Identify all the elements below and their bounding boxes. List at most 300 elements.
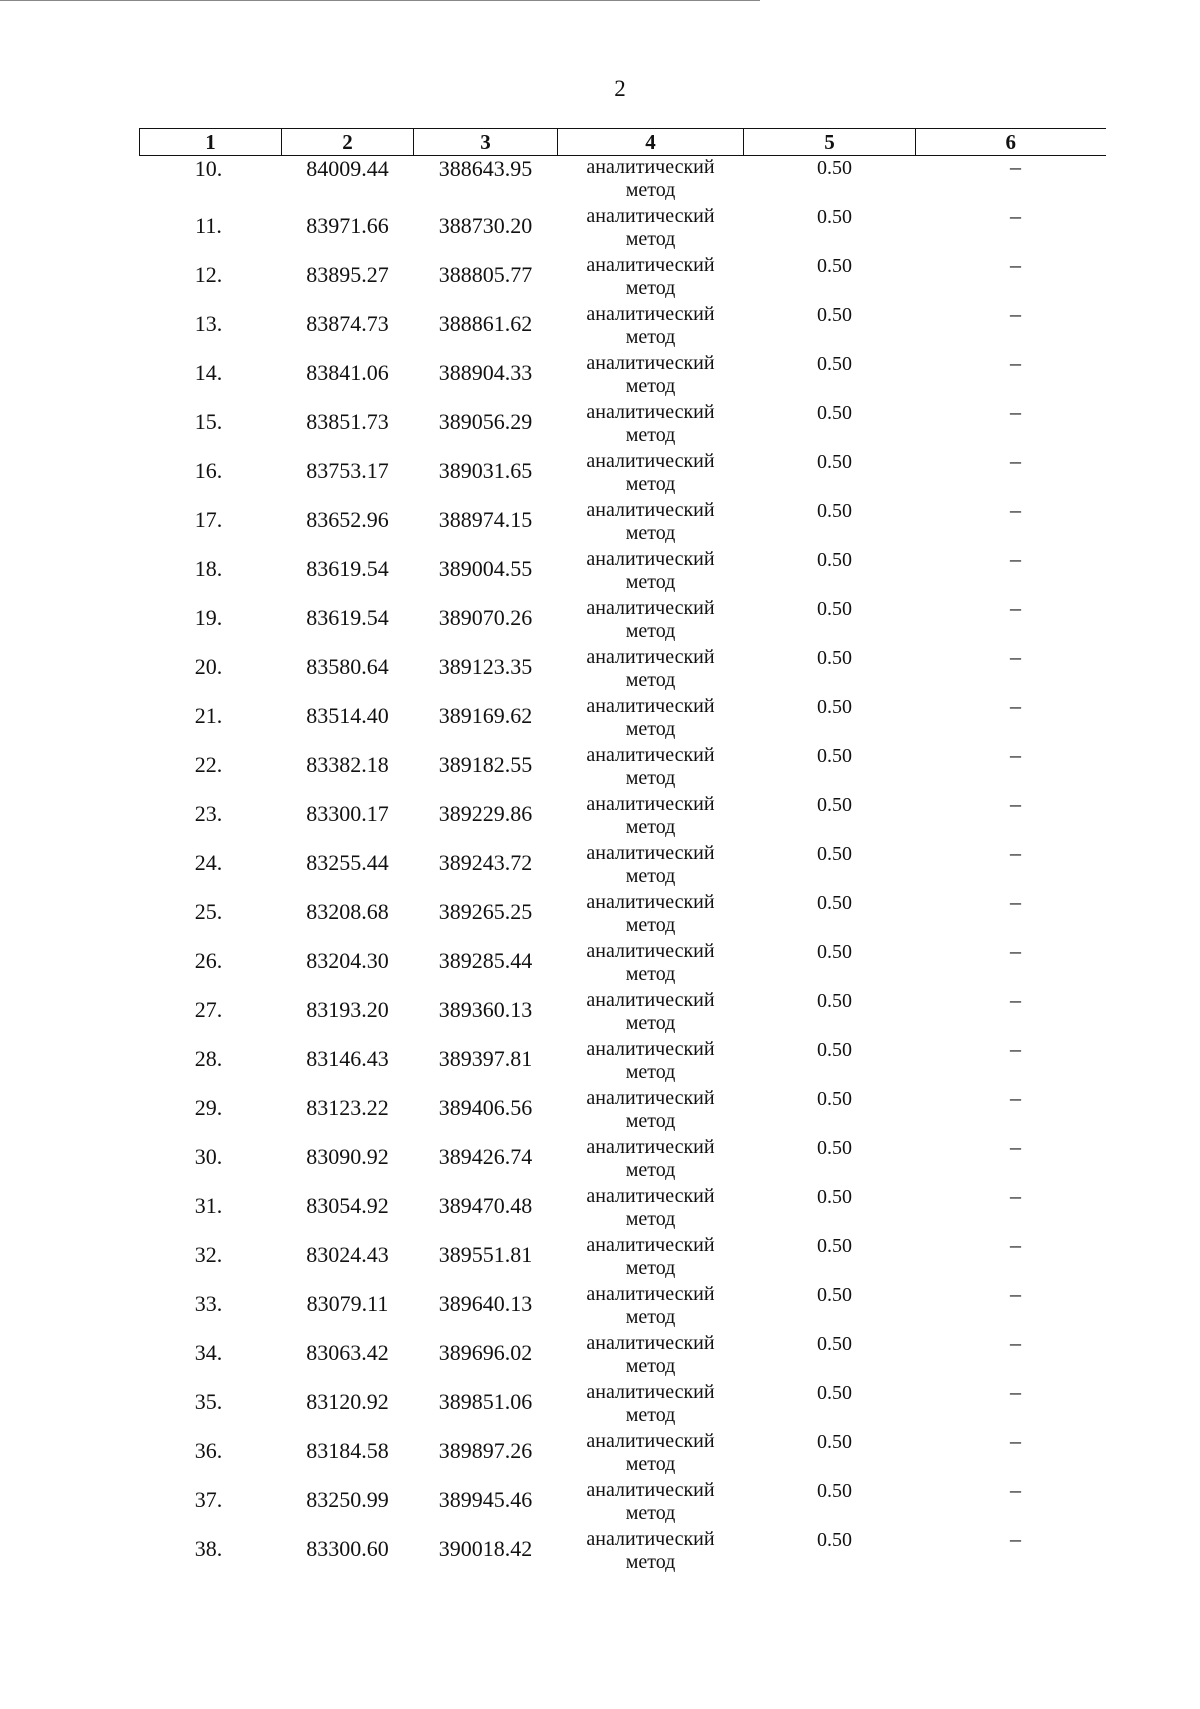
method-line-2: метод (625, 179, 676, 201)
column-header-5: 5 (744, 129, 916, 156)
cell-point-number (140, 1528, 282, 1577)
method-line-1: аналитический (586, 1430, 715, 1452)
cell-y-coordinate (414, 401, 558, 450)
x-coordinate: 84009.44 (306, 156, 389, 181)
cell-note (916, 401, 1106, 450)
cell-point-number (140, 842, 282, 891)
y-coordinate: 389243.72 (438, 850, 533, 875)
x-coordinate: 83895.27 (306, 262, 389, 287)
accuracy-value: 0.50 (817, 255, 852, 277)
method-line-2: метод (625, 963, 676, 985)
method-line-2: метод (625, 1208, 676, 1230)
point-number: 13. (194, 311, 223, 336)
cell-x-coordinate (282, 401, 414, 450)
cell-note (916, 891, 1106, 940)
note-dash: – (1010, 595, 1021, 620)
method-line-1: аналитический (586, 303, 715, 325)
cell-x-coordinate (282, 352, 414, 401)
cell-note (916, 793, 1106, 842)
note-dash: – (1010, 252, 1021, 277)
accuracy-value: 0.50 (817, 647, 852, 669)
y-coordinate: 389004.55 (438, 556, 533, 581)
point-number: 19. (194, 605, 223, 630)
y-coordinate: 389265.25 (438, 899, 533, 924)
cell-point-number (140, 156, 282, 206)
y-coordinate: 388904.33 (438, 360, 533, 385)
cell-accuracy (744, 499, 916, 548)
cell-accuracy (744, 352, 916, 401)
cell-y-coordinate (414, 1038, 558, 1087)
cell-note (916, 842, 1106, 891)
point-number: 16. (194, 458, 223, 483)
method-line-2: метод (625, 1453, 676, 1475)
cell-accuracy (744, 744, 916, 793)
cell-y-coordinate (414, 1234, 558, 1283)
y-coordinate: 388861.62 (438, 311, 533, 336)
y-coordinate: 389397.81 (438, 1046, 533, 1071)
note-dash: – (1010, 1232, 1021, 1257)
x-coordinate: 83619.54 (306, 556, 389, 581)
method-line-1: аналитический (586, 352, 715, 374)
method-line-2: метод (625, 424, 676, 446)
y-coordinate: 389945.46 (438, 1487, 533, 1512)
table-row (140, 1087, 1106, 1136)
accuracy-value: 0.50 (817, 1529, 852, 1551)
cell-point-number (140, 744, 282, 793)
accuracy-value: 0.50 (817, 549, 852, 571)
cell-note (916, 1332, 1106, 1381)
cell-method (558, 597, 744, 646)
point-number: 10. (194, 156, 223, 181)
cell-x-coordinate (282, 205, 414, 254)
cell-accuracy (744, 1087, 916, 1136)
cell-method (558, 1185, 744, 1234)
page-number: 2 (614, 76, 626, 101)
point-number: 32. (194, 1242, 223, 1267)
header-row (140, 129, 1106, 156)
x-coordinate: 83090.92 (306, 1144, 389, 1169)
x-coordinate: 83193.20 (306, 997, 389, 1022)
note-dash: – (1010, 987, 1021, 1012)
cell-y-coordinate (414, 1185, 558, 1234)
cell-method (558, 842, 744, 891)
y-coordinate: 389285.44 (438, 948, 533, 973)
method-line-2: метод (625, 375, 676, 397)
cell-point-number (140, 1283, 282, 1332)
note-dash: – (1010, 1281, 1021, 1306)
cell-point-number (140, 1087, 282, 1136)
method-line-1: аналитический (586, 793, 715, 815)
cell-x-coordinate (282, 1234, 414, 1283)
method-line-1: аналитический (586, 940, 715, 962)
accuracy-value: 0.50 (817, 794, 852, 816)
point-number: 20. (194, 654, 223, 679)
method-line-1: аналитический (586, 1185, 715, 1207)
note-dash: – (1010, 399, 1021, 424)
cell-y-coordinate (414, 1479, 558, 1528)
cell-y-coordinate (414, 940, 558, 989)
x-coordinate: 83123.22 (306, 1095, 389, 1120)
cell-point-number (140, 548, 282, 597)
column-header-4: 4 (558, 129, 744, 156)
note-dash: – (1010, 1379, 1021, 1404)
point-number: 35. (194, 1389, 223, 1414)
cell-x-coordinate (282, 891, 414, 940)
y-coordinate: 389169.62 (438, 703, 533, 728)
cell-method (558, 1283, 744, 1332)
method-line-1: аналитический (586, 744, 715, 766)
method-line-2: метод (625, 1502, 676, 1524)
cell-x-coordinate (282, 940, 414, 989)
table-row (140, 450, 1106, 499)
x-coordinate: 83753.17 (306, 458, 389, 483)
cell-accuracy (744, 156, 916, 206)
cell-x-coordinate (282, 1332, 414, 1381)
cell-x-coordinate (282, 1038, 414, 1087)
cell-method (558, 891, 744, 940)
note-dash: – (1010, 1036, 1021, 1061)
column-header-1: 1 (140, 129, 282, 156)
cell-x-coordinate (282, 793, 414, 842)
note-dash: – (1010, 1477, 1021, 1502)
cell-x-coordinate (282, 1136, 414, 1185)
y-coordinate: 389640.13 (438, 1291, 533, 1316)
y-coordinate: 388974.15 (438, 507, 533, 532)
cell-point-number (140, 1234, 282, 1283)
cell-x-coordinate (282, 1087, 414, 1136)
cell-point-number (140, 793, 282, 842)
x-coordinate: 83652.96 (306, 507, 389, 532)
x-coordinate: 83514.40 (306, 703, 389, 728)
table-row (140, 156, 1106, 206)
x-coordinate: 83580.64 (306, 654, 389, 679)
table-row (140, 1185, 1106, 1234)
cell-note (916, 695, 1106, 744)
cell-method (558, 1528, 744, 1577)
coordinates-table (139, 128, 1106, 1577)
point-number: 23. (194, 801, 223, 826)
cell-method (558, 303, 744, 352)
table-row (140, 401, 1106, 450)
cell-note (916, 646, 1106, 695)
table-row (140, 303, 1106, 352)
table-row (140, 891, 1106, 940)
table-header (140, 129, 1106, 156)
cell-y-coordinate (414, 303, 558, 352)
point-number: 31. (194, 1193, 223, 1218)
method-line-1: аналитический (586, 254, 715, 276)
cell-point-number (140, 1430, 282, 1479)
accuracy-value: 0.50 (817, 1137, 852, 1159)
method-line-2: метод (625, 914, 676, 936)
cell-accuracy (744, 205, 916, 254)
cell-accuracy (744, 450, 916, 499)
cell-point-number (140, 352, 282, 401)
method-line-1: аналитический (586, 646, 715, 668)
table-row (140, 989, 1106, 1038)
cell-accuracy (744, 793, 916, 842)
method-line-1: аналитический (586, 989, 715, 1011)
method-line-2: метод (625, 669, 676, 691)
cell-method (558, 1087, 744, 1136)
accuracy-value: 0.50 (817, 696, 852, 718)
cell-note (916, 352, 1106, 401)
cell-note (916, 205, 1106, 254)
y-coordinate: 389031.65 (438, 458, 533, 483)
cell-method (558, 695, 744, 744)
y-coordinate: 389551.81 (438, 1242, 533, 1267)
table-row (140, 646, 1106, 695)
cell-point-number (140, 254, 282, 303)
method-line-1: аналитический (586, 450, 715, 472)
cell-method (558, 499, 744, 548)
cell-accuracy (744, 891, 916, 940)
accuracy-value: 0.50 (817, 353, 852, 375)
method-line-2: метод (625, 1159, 676, 1181)
y-coordinate: 389229.86 (438, 801, 533, 826)
note-dash: – (1010, 301, 1021, 326)
y-coordinate: 389123.35 (438, 654, 533, 679)
cell-method (558, 989, 744, 1038)
table-body (140, 156, 1106, 1578)
method-line-2: метод (625, 718, 676, 740)
method-line-2: метод (625, 1306, 676, 1328)
cell-note (916, 254, 1106, 303)
cell-y-coordinate (414, 646, 558, 695)
point-number: 15. (194, 409, 223, 434)
method-line-1: аналитический (586, 499, 715, 521)
cell-x-coordinate (282, 254, 414, 303)
accuracy-value: 0.50 (817, 1186, 852, 1208)
table-row (140, 744, 1106, 793)
accuracy-value: 0.50 (817, 1382, 852, 1404)
cell-y-coordinate (414, 499, 558, 548)
cell-y-coordinate (414, 1283, 558, 1332)
method-line-2: метод (625, 277, 676, 299)
table-row (140, 352, 1106, 401)
table-row (140, 1332, 1106, 1381)
method-line-1: аналитический (586, 1283, 715, 1305)
page-top-edge (0, 0, 760, 1)
cell-method (558, 793, 744, 842)
table-row (140, 1430, 1106, 1479)
x-coordinate: 83063.42 (306, 1340, 389, 1365)
cell-point-number (140, 940, 282, 989)
x-coordinate: 83971.66 (306, 213, 389, 238)
accuracy-value: 0.50 (817, 451, 852, 473)
cell-note (916, 1479, 1106, 1528)
cell-accuracy (744, 1136, 916, 1185)
cell-note (916, 1038, 1106, 1087)
point-number: 24. (194, 850, 223, 875)
cell-y-coordinate (414, 597, 558, 646)
cell-note (916, 548, 1106, 597)
cell-method (558, 1332, 744, 1381)
method-line-2: метод (625, 865, 676, 887)
cell-point-number (140, 646, 282, 695)
note-dash: – (1010, 1526, 1021, 1551)
cell-method (558, 1381, 744, 1430)
cell-x-coordinate (282, 842, 414, 891)
note-dash: – (1010, 840, 1021, 865)
cell-note (916, 499, 1106, 548)
cell-y-coordinate (414, 1381, 558, 1430)
cell-accuracy (744, 1332, 916, 1381)
cell-note (916, 940, 1106, 989)
x-coordinate: 83120.92 (306, 1389, 389, 1414)
accuracy-value: 0.50 (817, 1431, 852, 1453)
cell-y-coordinate (414, 793, 558, 842)
y-coordinate: 388730.20 (438, 213, 533, 238)
cell-point-number (140, 891, 282, 940)
note-dash: – (1010, 938, 1021, 963)
method-line-2: метод (625, 228, 676, 250)
cell-y-coordinate (414, 695, 558, 744)
point-number: 36. (194, 1438, 223, 1463)
method-line-1: аналитический (586, 401, 715, 423)
x-coordinate: 83851.73 (306, 409, 389, 434)
cell-accuracy (744, 940, 916, 989)
point-number: 29. (194, 1095, 223, 1120)
cell-y-coordinate (414, 352, 558, 401)
note-dash: – (1010, 448, 1021, 473)
cell-method (558, 744, 744, 793)
cell-method (558, 1430, 744, 1479)
cell-accuracy (744, 1528, 916, 1577)
cell-method (558, 1038, 744, 1087)
cell-y-coordinate (414, 1087, 558, 1136)
cell-point-number (140, 1136, 282, 1185)
point-number: 27. (194, 997, 223, 1022)
cell-note (916, 1185, 1106, 1234)
cell-note (916, 303, 1106, 352)
x-coordinate: 83619.54 (306, 605, 389, 630)
point-number: 33. (194, 1291, 223, 1316)
x-coordinate: 83146.43 (306, 1046, 389, 1071)
point-number: 11. (195, 213, 222, 238)
cell-accuracy (744, 1283, 916, 1332)
accuracy-value: 0.50 (817, 1088, 852, 1110)
note-dash: – (1010, 644, 1021, 669)
method-line-2: метод (625, 571, 676, 593)
method-line-1: аналитический (586, 1234, 715, 1256)
table-row (140, 1038, 1106, 1087)
cell-y-coordinate (414, 989, 558, 1038)
table-row (140, 1136, 1106, 1185)
cell-accuracy (744, 1038, 916, 1087)
note-dash: – (1010, 350, 1021, 375)
accuracy-value: 0.50 (817, 1480, 852, 1502)
cell-note (916, 1430, 1106, 1479)
method-line-2: метод (625, 326, 676, 348)
point-number: 26. (194, 948, 223, 973)
x-coordinate: 83255.44 (306, 850, 389, 875)
cell-accuracy (744, 254, 916, 303)
cell-method (558, 1234, 744, 1283)
x-coordinate: 83300.17 (306, 801, 389, 826)
y-coordinate: 389360.13 (438, 997, 533, 1022)
table-row (140, 1234, 1106, 1283)
y-coordinate: 389470.48 (438, 1193, 533, 1218)
note-dash: – (1010, 154, 1021, 179)
cell-method (558, 940, 744, 989)
note-dash: – (1010, 497, 1021, 522)
table-row (140, 597, 1106, 646)
table-row (140, 1381, 1106, 1430)
cell-accuracy (744, 989, 916, 1038)
cell-point-number (140, 499, 282, 548)
method-line-1: аналитический (586, 156, 715, 178)
x-coordinate: 83208.68 (306, 899, 389, 924)
x-coordinate: 83024.43 (306, 1242, 389, 1267)
method-line-1: аналитический (586, 1332, 715, 1354)
cell-y-coordinate (414, 842, 558, 891)
y-coordinate: 390018.42 (438, 1536, 533, 1561)
cell-point-number (140, 1185, 282, 1234)
column-header-2: 2 (282, 129, 414, 156)
table-row (140, 695, 1106, 744)
y-coordinate: 389696.02 (438, 1340, 533, 1365)
accuracy-value: 0.50 (817, 1284, 852, 1306)
accuracy-value: 0.50 (817, 500, 852, 522)
accuracy-value: 0.50 (817, 1235, 852, 1257)
method-line-2: метод (625, 1404, 676, 1426)
cell-accuracy (744, 1381, 916, 1430)
note-dash: – (1010, 1428, 1021, 1453)
accuracy-value: 0.50 (817, 990, 852, 1012)
method-line-1: аналитический (586, 1038, 715, 1060)
accuracy-value: 0.50 (817, 941, 852, 963)
cell-point-number (140, 401, 282, 450)
cell-point-number (140, 1479, 282, 1528)
method-line-1: аналитический (586, 1479, 715, 1501)
cell-note (916, 1234, 1106, 1283)
cell-method (558, 1136, 744, 1185)
cell-accuracy (744, 548, 916, 597)
cell-accuracy (744, 401, 916, 450)
method-line-1: аналитический (586, 1381, 715, 1403)
cell-note (916, 1136, 1106, 1185)
accuracy-value: 0.50 (817, 745, 852, 767)
y-coordinate: 389182.55 (438, 752, 533, 777)
cell-accuracy (744, 1185, 916, 1234)
method-line-2: метод (625, 620, 676, 642)
table-row (140, 548, 1106, 597)
y-coordinate: 389056.29 (438, 409, 533, 434)
method-line-2: метод (625, 767, 676, 789)
cell-note (916, 1528, 1106, 1577)
cell-x-coordinate (282, 989, 414, 1038)
cell-accuracy (744, 695, 916, 744)
x-coordinate: 83874.73 (306, 311, 389, 336)
note-dash: – (1010, 693, 1021, 718)
method-line-2: метод (625, 1061, 676, 1083)
cell-accuracy (744, 1430, 916, 1479)
method-line-2: метод (625, 522, 676, 544)
cell-y-coordinate (414, 156, 558, 206)
method-line-2: метод (625, 1110, 676, 1132)
cell-method (558, 205, 744, 254)
method-line-1: аналитический (586, 1528, 715, 1550)
point-number: 25. (194, 899, 223, 924)
method-line-2: метод (625, 1551, 676, 1573)
cell-y-coordinate (414, 1136, 558, 1185)
y-coordinate: 389897.26 (438, 1438, 533, 1463)
cell-accuracy (744, 646, 916, 695)
method-line-1: аналитический (586, 548, 715, 570)
cell-method (558, 401, 744, 450)
cell-method (558, 450, 744, 499)
